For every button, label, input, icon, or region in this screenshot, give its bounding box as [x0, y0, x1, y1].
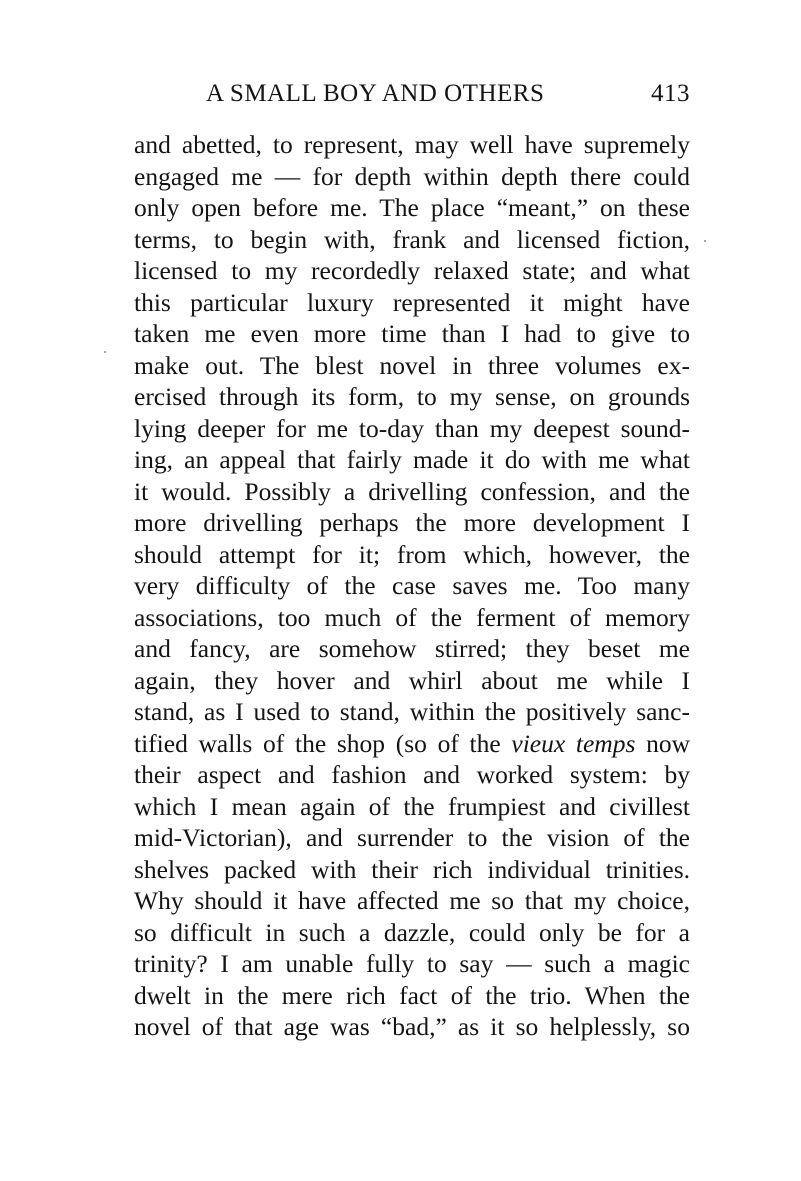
text-line: their aspect and fashion and worked system: by	[134, 760, 690, 789]
text-line: mid-Victorian), and surrender to the vision of the	[134, 823, 690, 852]
text-line: make out. The blest novel in three volumes ex-	[134, 350, 690, 380]
text-line: more drivelling perhaps the more development I	[134, 508, 690, 537]
text-line: novel of that age was “bad,” as it so helplessly, so	[134, 1012, 690, 1041]
text-line: ing, an appeal that fairly made it do with me what	[134, 445, 690, 474]
text-line: shelves packed with their rich individual trinities.	[134, 854, 690, 884]
text-line: associations, too much of the ferment of memory	[134, 602, 690, 632]
text-line: which I mean again of the frumpiest and civillest	[134, 791, 690, 821]
text-line: and fancy, are somehow stirred; they beset me	[134, 634, 690, 663]
page-number: 413	[651, 80, 690, 107]
text-line: dwelt in the mere rich fact of the trio. When the	[134, 980, 690, 1010]
text-line: taken me even more time than I had to give to	[134, 319, 690, 348]
text-line: engaged me — for depth within depth there could	[134, 161, 690, 191]
text-line: very difficulty of the case saves me. Too many	[134, 571, 690, 600]
text-line: lying deeper for me to-day than my deepest sound-	[134, 413, 690, 443]
text-line: should attempt for it; from which, however, the	[134, 539, 690, 569]
text-line: so difficult in such a dazzle, could only be for a	[134, 917, 690, 947]
text-line: and abetted, to represent, may well have supremely	[134, 130, 690, 159]
running-title: A SMALL BOY AND OTHERS	[206, 80, 545, 107]
line-segment: now	[635, 728, 690, 758]
text-line: again, they hover and whirl about me while I	[134, 665, 690, 695]
scan-speck	[104, 351, 106, 353]
text-line: trinity? I am unable fully to say — such a magic	[134, 949, 690, 978]
running-head	[134, 80, 690, 114]
scan-speck	[704, 240, 706, 242]
text-line: licensed to my recordedly relaxed state; and what	[134, 256, 690, 285]
text-line: terms, to begin with, frank and licensed fiction,	[134, 224, 690, 254]
italic-phrase: vieux temps	[511, 728, 636, 758]
body-text	[134, 129, 690, 1043]
text-line: ercised through its form, to my sense, on grounds	[134, 382, 690, 411]
text-line: it would. Possibly a drivelling confession, and the	[134, 476, 690, 506]
text-line: Why should it have affected me so that my choice,	[134, 886, 690, 915]
text-line-with-italic	[134, 728, 690, 760]
text-line: only open before me. The place “meant,” on these	[134, 193, 690, 222]
line-segment: tified walls of the shop (so of the	[134, 728, 512, 758]
text-line: stand, as I used to stand, within the positively sanc-	[134, 697, 690, 726]
text-line: this particular luxury represented it might have	[134, 287, 690, 317]
